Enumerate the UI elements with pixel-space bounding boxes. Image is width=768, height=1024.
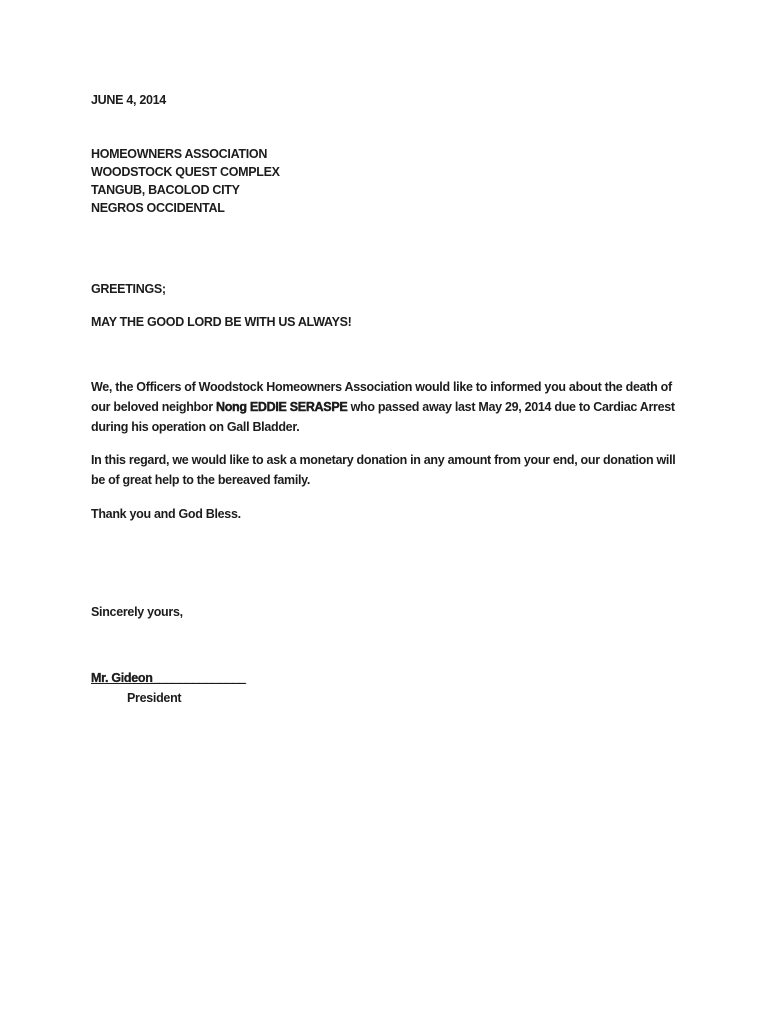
paragraph1-text-before-name: We, the Officers of Woodstock Homeowners Association would like to informed you about the death of our beloved neighbor bbox=[91, 380, 672, 414]
body-paragraph-2: In this regard, we would like to ask a monetary donation in any amount from your end, our donation will be of great help to the bereaved family. bbox=[91, 453, 676, 487]
letter-date: JUNE 4, 2014 bbox=[91, 93, 166, 107]
recipient-line-province: NEGROS OCCIDENTAL bbox=[91, 201, 225, 215]
recipient-line-complex: WOODSTOCK QUEST COMPLEX bbox=[91, 165, 280, 179]
recipient-line-city: TANGUB, BACOLOD CITY bbox=[91, 183, 240, 197]
letter-content bbox=[91, 90, 677, 708]
recipient-line-organization: HOMEOWNERS ASSOCIATION bbox=[91, 147, 268, 161]
body-paragraph-3: Thank you and God Bless. bbox=[91, 507, 241, 521]
greeting-line: MAY THE GOOD LORD BE WITH US ALWAYS! bbox=[91, 315, 352, 329]
signature-name-line: Mr. Gideon______________ bbox=[91, 671, 246, 685]
signature-title: President bbox=[127, 691, 182, 705]
recipient-address-block bbox=[91, 145, 677, 217]
salutation: GREETINGS; bbox=[91, 282, 166, 296]
deceased-name-bold: Nong EDDIE SERASPE bbox=[215, 400, 348, 414]
paragraph1-text-after-name: who passed away last May 29, 2014 due to Cardiac Arrest during his operation on Gall Bladder. bbox=[91, 400, 675, 434]
closing-line: Sincerely yours, bbox=[91, 605, 183, 619]
body-paragraph-1 bbox=[91, 377, 677, 437]
signature-block bbox=[91, 668, 677, 708]
